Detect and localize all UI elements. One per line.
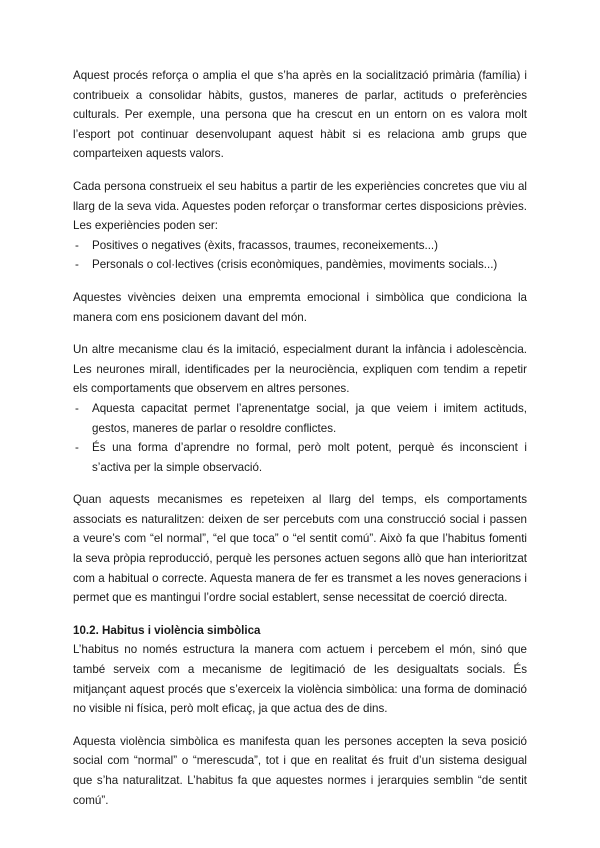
list-item-text: Personals o col·lectives (crisis econòmiques, pandèmies, moviments socials...)	[92, 258, 498, 272]
paragraph-emotional-imprint: Aquestes vivències deixen una empremta emocional i simbòlica que condiciona la manera com ens posicionem davant del món.	[73, 290, 527, 324]
list-item	[73, 236, 527, 256]
paragraph-habitus-construction: Cada persona construeix el seu habitus a partir de les experiències concretes que viu al llarg de la seva vida. Aquestes poden reforçar o transformar certes disposicions prèvies. Les experiències poden ser:	[73, 179, 527, 233]
paragraph-imitation: Un altre mecanisme clau és la imitació, especialment durant la infància i adolescència. Les neurones mirall, identificades per la neurociència, expliquen com tendim a repetir els comportaments que observem en altres persones.	[73, 343, 527, 396]
experience-types-list	[73, 236, 527, 275]
dash-bullet: -	[75, 441, 79, 455]
list-item	[73, 438, 527, 477]
paragraph-naturalization: Quan aquests mecanismes es repeteixen al llarg del temps, els comportaments associats es naturalitzen: deixen de ser percebuts com una construcció social i passen a veure’s com “el normal”, “el que toca” o “el sentit comú”. Això fa que l’habitus fomenti la seva pròpia reproducció, perquè les persones actuen segons allò que han interioritzat com a habitual o correcte. Aquesta manera de fer es transmet a les noves generacions i permet que es mantingui l’ordre social establert, sense necessitat de coerció directa.	[73, 493, 527, 605]
list-item	[73, 255, 527, 275]
section-heading: 10.2. Habitus i violència simbòlica	[73, 623, 261, 637]
list-item-text: Aquesta capacitat permet l’aprenentatge social, ja que veiem i imitem actituds, gestos, maneres de parlar o resoldre conflictes.	[92, 401, 527, 435]
paragraph-symbolic-violence: L’habitus no només estructura la manera com actuem i percebem el món, sinó que també serveix com a mecanisme de legitimació de les desigualtats socials. És mitjançant aquest procés que s’exerceix la violència simbòlica: una forma de dominació no visible ni física, però molt eficaç, ja que actua des de dins.	[73, 643, 527, 716]
paragraph-symbolic-violence-manifestation: Aquesta violència simbòlica es manifesta quan les persones accepten la seva posició social com “normal” o “merescuda”, tot i que en realitat és fruit d’un sistema desigual que s’ha naturalitzat. L’habitus fa que aquestes normes i jerarquies semblin “de sentit comú”.	[73, 734, 527, 807]
document-page	[73, 66, 527, 823]
dash-bullet: -	[75, 258, 79, 272]
list-item	[73, 399, 527, 438]
paragraph-secondary-socialization: Aquest procés reforça o amplia el que s’ha après en la socialització primària (família) i contribueix a consolidar hàbits, gustos, maneres de parlar, actituds o preferències culturals. Per exemple, una persona que ha crescut en un entorn on es valora molt l’esport pot continuar desenvolupant aquest hàbit si es relaciona amb grups que comparteixen aquests valors.	[73, 69, 527, 161]
dash-bullet: -	[75, 401, 79, 415]
imitation-list	[73, 399, 527, 477]
dash-bullet: -	[75, 238, 79, 252]
list-item-text: És una forma d’aprendre no formal, però molt potent, perquè és inconscient i s’activa per la simple observació.	[92, 441, 527, 474]
list-item-text: Positives o negatives (èxits, fracassos, traumes, reconeixements...)	[92, 238, 439, 252]
